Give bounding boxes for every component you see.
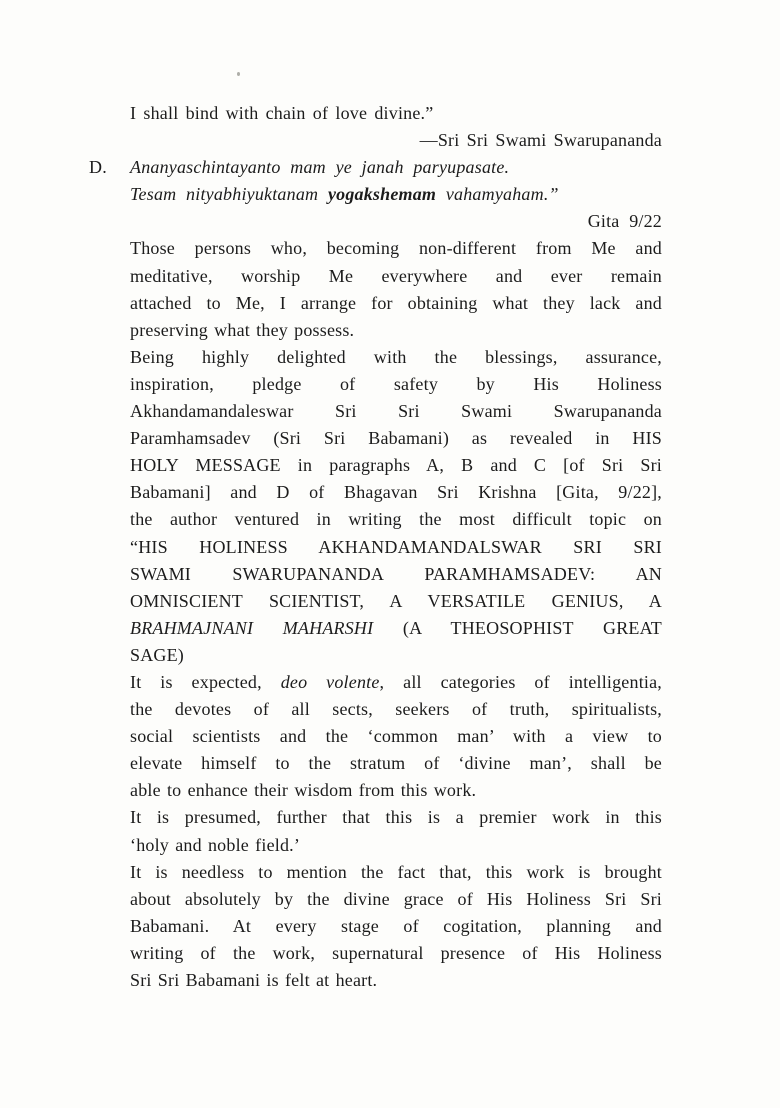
- page-text-block: [89, 100, 662, 994]
- text-segment: yogakshemam: [327, 184, 437, 205]
- text-segment: social scientists and the ‘common man’ with a view to: [130, 726, 662, 747]
- text-segment: elevate himself to the stratum of ‘divine man’, shall be: [130, 753, 662, 774]
- text-segment: Babamani. At every stage of cogitation, planning and: [130, 915, 662, 936]
- text-segment: Being highly delighted with the blessings, assurance,: [130, 346, 662, 367]
- text-segment: BRAHMAJNANI MAHARSHI: [130, 617, 374, 638]
- text-segment: inspiration, pledge of safety by His Holiness: [130, 373, 662, 394]
- text-line: [130, 750, 662, 777]
- text-line: [130, 859, 662, 886]
- list-item-label: D.: [89, 157, 107, 178]
- text-segment: the devotes of all sects, seekers of truth, spiritualists,: [130, 699, 662, 720]
- text-segment: deo volente: [280, 671, 380, 692]
- text-line: [130, 723, 662, 750]
- text-segment: It is expected,: [130, 671, 281, 692]
- text-segment: vahamyaham.”: [436, 184, 559, 205]
- text-segment: Tesam nityabhiyuktanam: [130, 184, 328, 205]
- text-line: [130, 317, 662, 344]
- text-line: [130, 344, 662, 371]
- text-line: [130, 371, 662, 398]
- text-segment: I shall bind with chain of love divine.”: [130, 103, 434, 123]
- paragraph-2: [130, 344, 662, 669]
- text-line: [130, 290, 662, 317]
- text-line: [130, 452, 662, 479]
- text-segment: meditative, worship Me everywhere and ever remain: [130, 265, 662, 286]
- text-line: [130, 100, 662, 127]
- text-line: [89, 154, 662, 181]
- text-segment: the author ventured in writing the most difficult topic on: [130, 509, 662, 530]
- text-line: [130, 913, 662, 940]
- text-segment: Paramhamsadev (Sri Sri Babamani) as revealed in HIS: [130, 428, 662, 449]
- scan-artifact-dot: [237, 72, 240, 76]
- text-line: [130, 425, 662, 452]
- text-segment: HOLY MESSAGE in paragraphs A, B and C [of Sri Sri: [130, 455, 662, 476]
- text-line: [130, 127, 662, 154]
- text-segment: OMNISCIENT SCIENTIST, A VERSATILE GENIUS, A: [130, 590, 662, 611]
- text-line: [130, 642, 662, 669]
- text-segment: SWAMI SWARUPANANDA PARAMHAMSADEV: AN: [130, 563, 662, 584]
- text-segment: about absolutely by the divine grace of His Holiness Sri Sri: [130, 888, 662, 909]
- text-segment: It is needless to mention the fact that, this work is brought: [130, 861, 662, 882]
- text-segment: ‘holy and noble field.’: [130, 834, 301, 855]
- text-line: [130, 181, 662, 208]
- text-segment: attached to Me, I arrange for obtaining what they lack and: [130, 292, 662, 313]
- text-line: [130, 696, 662, 723]
- text-segment: SAGE): [130, 644, 184, 665]
- verse-block: [89, 154, 662, 235]
- text-segment: “HIS HOLINESS AKHANDAMANDALSWAR SRI SRI: [130, 536, 662, 557]
- paragraph-1: [130, 235, 662, 343]
- paragraph-5: [130, 859, 662, 994]
- text-line: [130, 561, 662, 588]
- text-line: [130, 967, 662, 994]
- text-line: [130, 804, 662, 831]
- text-line: [130, 777, 662, 804]
- text-line: [130, 534, 662, 561]
- text-segment: Babamani] and D of Bhagavan Sri Krishna [Gita, 9/22],: [130, 482, 662, 503]
- text-segment: , all categories of intelligentia,: [379, 671, 662, 692]
- text-segment: Sri Sri Babamani is felt at heart.: [130, 970, 378, 990]
- text-line: [130, 669, 662, 696]
- text-line: [130, 263, 662, 290]
- text-line: [130, 235, 662, 262]
- text-segment: able to enhance their wisdom from this work.: [130, 780, 477, 801]
- text-segment: Gita 9/22: [587, 211, 662, 232]
- text-segment: Ananyaschintayanto mam ye janah paryupasate.: [130, 157, 510, 178]
- text-line: [130, 886, 662, 913]
- text-segment: preserving what they possess.: [130, 319, 355, 340]
- text-line: [130, 615, 662, 642]
- text-line: [130, 832, 662, 859]
- text-line: [130, 398, 662, 425]
- text-line: [130, 208, 662, 235]
- text-segment: writing of the work, supernatural presence of His Holiness: [130, 942, 662, 963]
- text-line: [130, 506, 662, 533]
- paragraph-4: [130, 804, 662, 858]
- quote-block: [130, 100, 662, 154]
- text-segment: It is presumed, further that this is a premier work in this: [130, 807, 662, 828]
- text-line: [130, 588, 662, 615]
- text-line: [130, 940, 662, 967]
- text-segment: —Sri Sri Swami Swarupananda: [419, 130, 662, 151]
- paragraph-3: [130, 669, 662, 804]
- text-segment: (A THEOSOPHIST GREAT: [373, 617, 662, 638]
- text-segment: Those persons who, becoming non-different from Me and: [130, 238, 662, 259]
- text-line: [130, 479, 662, 506]
- text-segment: Akhandamandaleswar Sri Sri Swami Swarupananda: [130, 401, 662, 422]
